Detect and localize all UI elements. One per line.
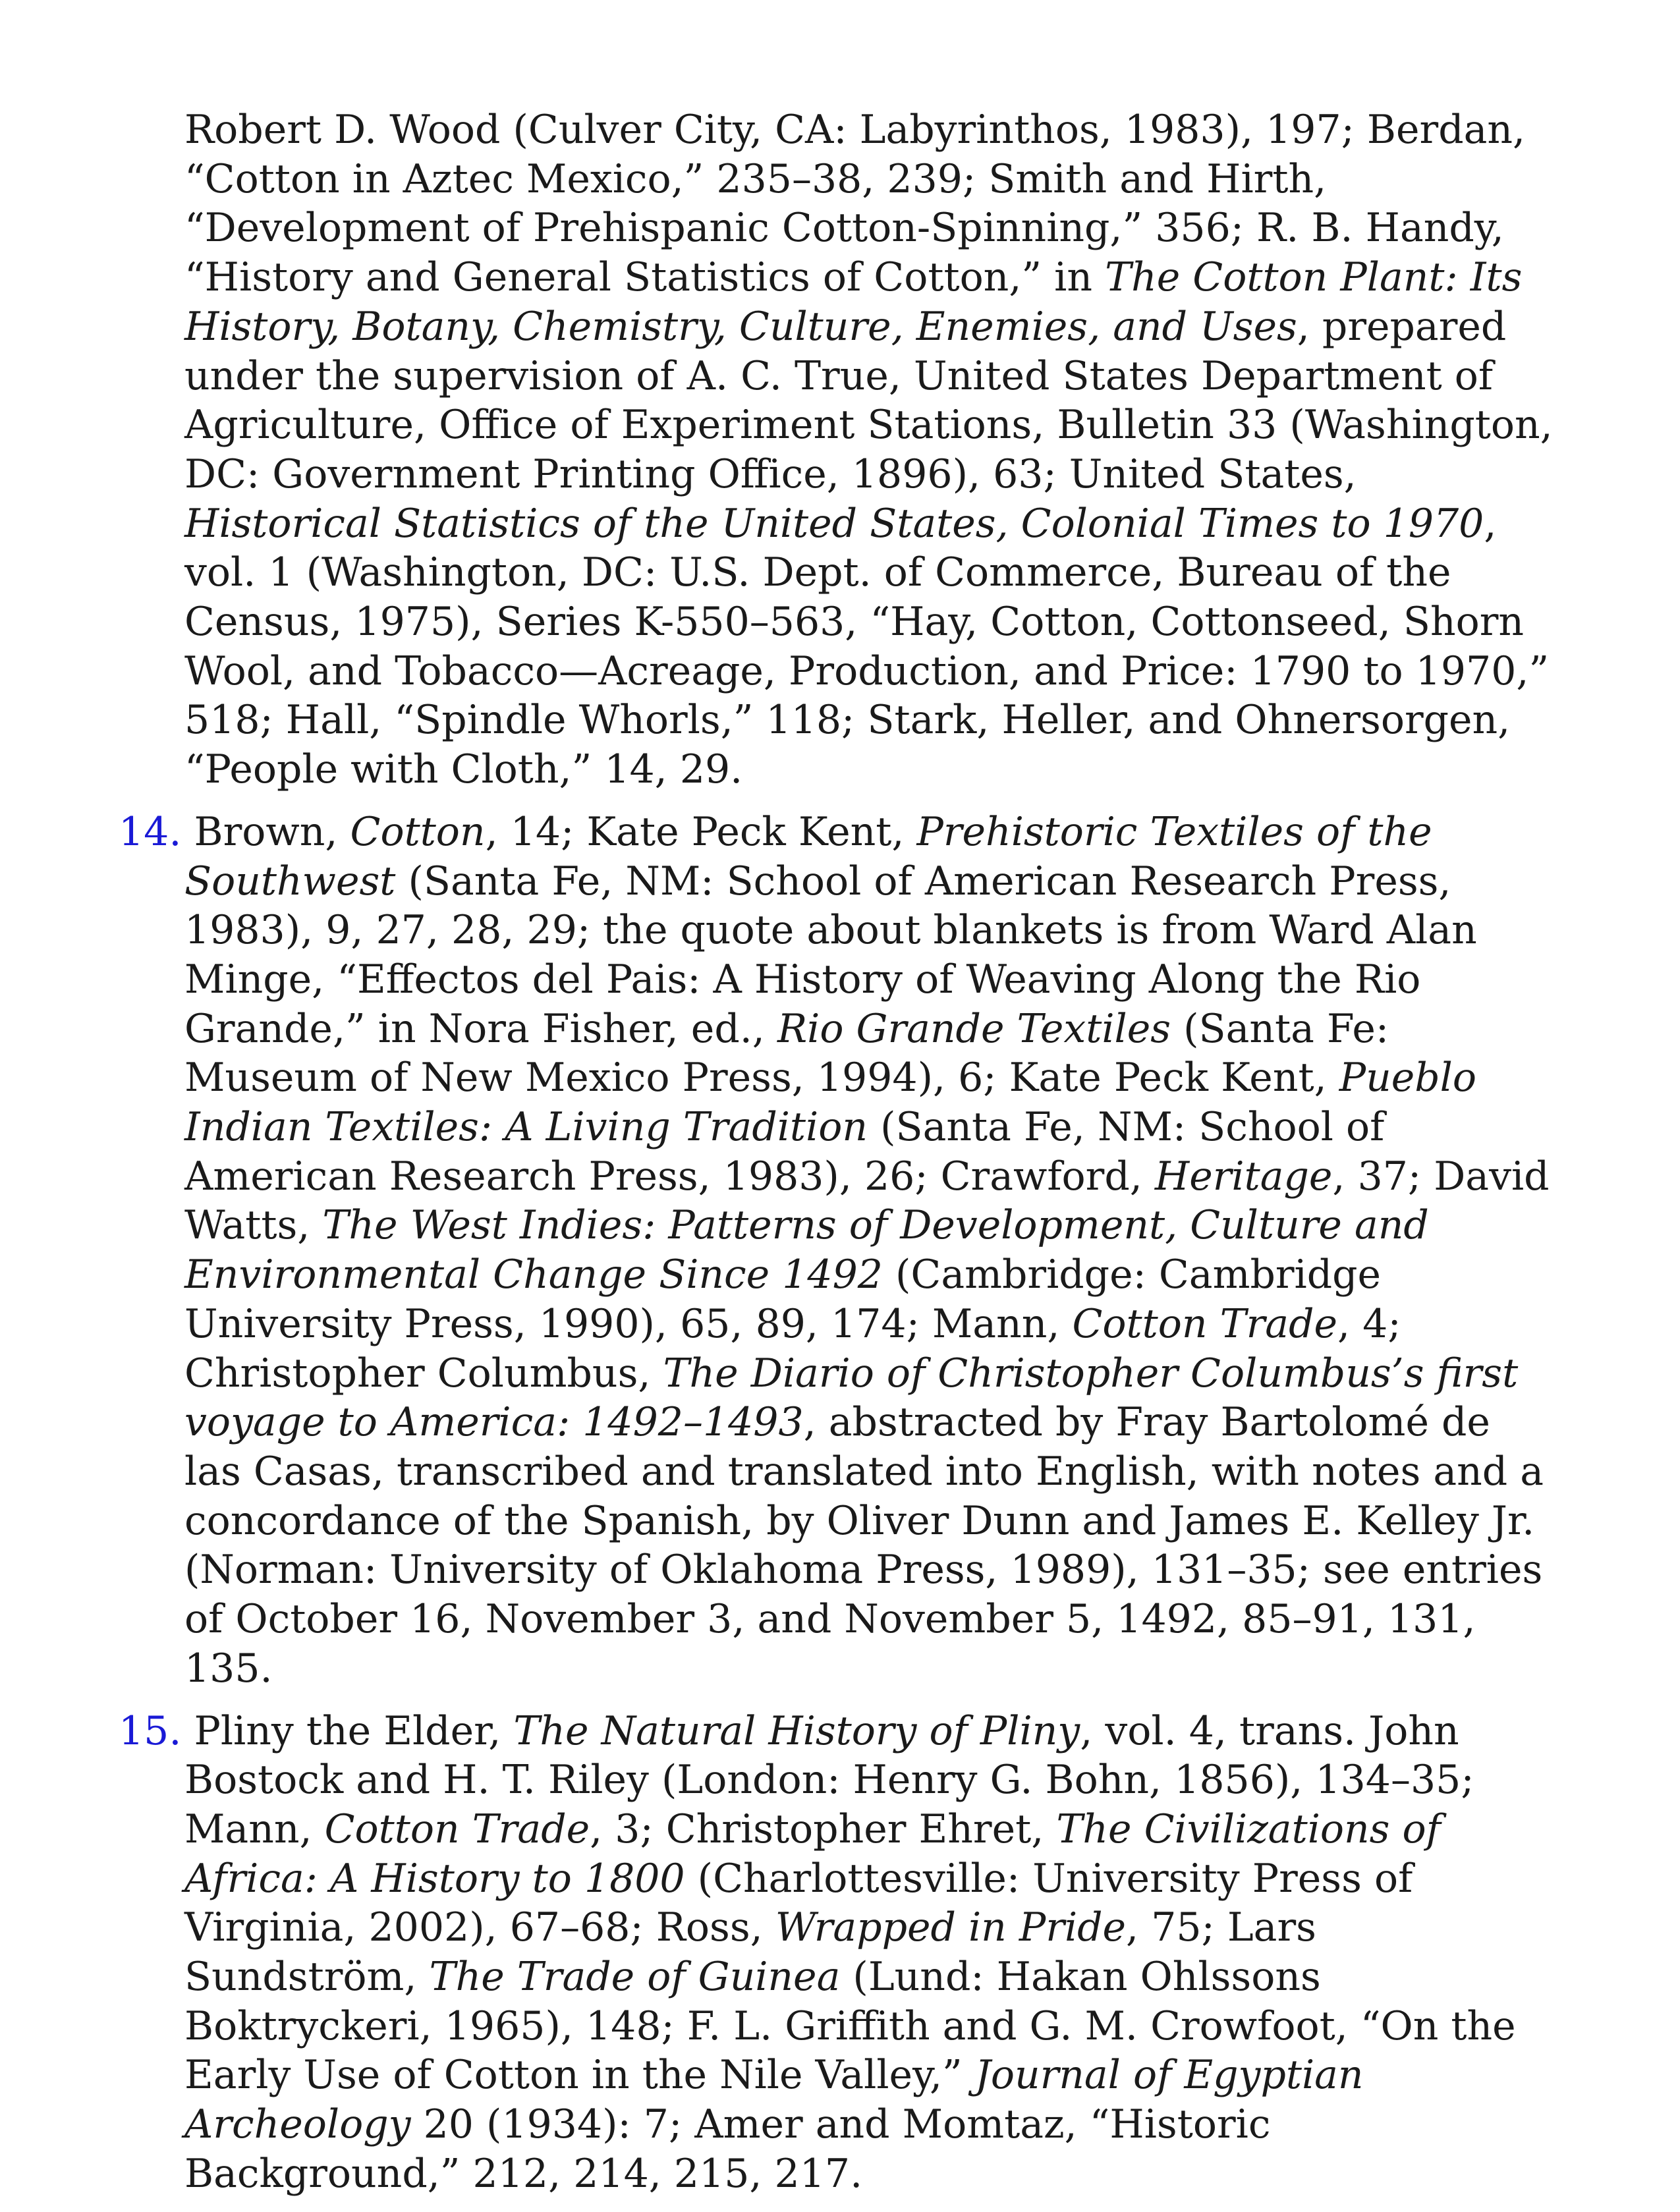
endnote-continuation	[119, 105, 1555, 794]
endnote-text: (Lund: Hakan Ohlssons Boktryckeri, 1965), 148; F. L. Griffith and G. M. Crowfoot, “On the Early Use of Cotton in the Nile Valley,”	[184, 1954, 1516, 2099]
endnote-text: , 75; Lars Sundström,	[184, 1904, 1316, 2001]
endnote-italic-title: The Cotton Plant: Its History, Botany, Chemistry, Culture, Enemies, and Uses	[184, 254, 1523, 350]
endnote-text: (Cambridge: Cambridge University Press, 1990), 65, 89, 174; Mann,	[184, 1252, 1382, 1347]
endnote-italic-title: The West Indies: Patterns of Development, Culture and Environmental Change Since 1492	[184, 1202, 1429, 1298]
endnote-italic-title: Prehistoric Textiles of the Southwest	[184, 808, 1432, 904]
endnote-15	[119, 1707, 1555, 2199]
endnote-text: , abstracted by Fray Bartolomé de las Casas, transcribed and translated into English, with notes and a concordance of the Spanish, by Oliver Dunn and James E. Kelley Jr. (Norman: University of Oklahoma Press, 1989), 131–35; see entries of October 16, November 3, and November 5, 1492, 85–91, 131, 135.	[184, 1399, 1544, 1692]
endnote-text: (Charlottesville: University Press of Virginia, 2002), 67–68; Ross,	[184, 1855, 1413, 1951]
endnote-italic-title: Cotton Trade	[1072, 1300, 1337, 1347]
endnote-italic-title: Pueblo Indian Textiles: A Living Tradition	[184, 1055, 1476, 1151]
endnote-text: , 3; Christopher Ehret,	[590, 1806, 1057, 1852]
endnote-text: , vol. 1 (Washington, DC: U.S. Dept. of Commerce, Bureau of the Census, 1975), Series K-550–563, “Hay, Cotton, Cottonseed, Shorn Wool, and Tobacco—Acreage, Production, and Price: 1790 to 1970,” 518; Hall, “Spindle Whorls,” 118; Stark, Heller, and Ohnersorgen, “People with Cloth,” 14, 29.	[184, 500, 1550, 793]
endnote-text: , prepared under the supervision of A. C. True, United States Department of Agriculture, Office of Experiment Stations, Bulletin 33 (Washington, DC: Government Printing Office, 1896), 63; United States,	[184, 303, 1553, 497]
endnote-text: 20 (1934): 7; Amer and Momtaz, “Historic Background,” 212, 214, 215, 217.	[184, 2101, 1271, 2197]
endnote-italic-title: Journal of Egyptian Archeology	[184, 2052, 1364, 2148]
endnote-text: Brown,	[194, 808, 350, 855]
endnote-italic-title: The Trade of Guinea	[429, 1954, 841, 2001]
endnote-text: , 37; David Watts,	[184, 1153, 1550, 1249]
endnote-text: Pliny the Elder,	[194, 1707, 514, 1754]
endnote-number-link[interactable]: 15.	[119, 1707, 182, 1754]
endnote-text: , 14; Kate Peck Kent,	[485, 808, 917, 855]
endnote-text: , 4; Christopher Columbus,	[184, 1300, 1401, 1396]
endnote-italic-title: The Diario of Christopher Columbus’s first voyage to America: 1492–1493	[184, 1350, 1519, 1446]
endnote-italic-title: Heritage	[1154, 1153, 1333, 1200]
endnote-italic-title: Historical Statistics of the United States, Colonial Times to 1970	[184, 500, 1484, 547]
endnote-italic-title: Wrapped in Pride	[775, 1904, 1127, 1951]
endnote-text: , vol. 4, trans. John Bostock and H. T. Riley (London: Henry G. Bohn, 1856), 134–35; Mann,	[184, 1707, 1474, 1852]
endnote-14	[119, 808, 1555, 1694]
endnotes-page	[119, 105, 1555, 2212]
endnote-number-link[interactable]: 14.	[119, 808, 182, 855]
endnote-text: (Santa Fe: Museum of New Mexico Press, 1994), 6; Kate Peck Kent,	[184, 1005, 1389, 1101]
endnote-text: (Santa Fe, NM: School of American Research Press, 1983), 26; Crawford,	[184, 1104, 1385, 1200]
endnote-italic-title: Cotton	[350, 808, 486, 855]
endnote-text: (Santa Fe, NM: School of American Research Press, 1983), 9, 27, 28, 29; the quote about blankets is from Ward Alan Minge, “Effectos del Pais: A History of Weaving Along the Rio Grande,” in Nora Fisher, ed.,	[184, 858, 1477, 1052]
endnote-italic-title: The Civilizations of Africa: A History to 1800	[184, 1806, 1441, 1902]
endnote-text: Robert D. Wood (Culver City, CA: Labyrinthos, 1983), 197; Berdan, “Cotton in Aztec Mexico,” 235–38, 239; Smith and Hirth, “Development of Prehispanic Cotton-Spinning,” 356; R. B. Handy, “History and General Statistics of Cotton,” in	[184, 107, 1526, 301]
endnote-italic-title: Cotton Trade	[324, 1806, 590, 1852]
endnote-italic-title: Rio Grande Textiles	[777, 1005, 1171, 1052]
endnote-italic-title: The Natural History of Pliny	[513, 1707, 1080, 1754]
